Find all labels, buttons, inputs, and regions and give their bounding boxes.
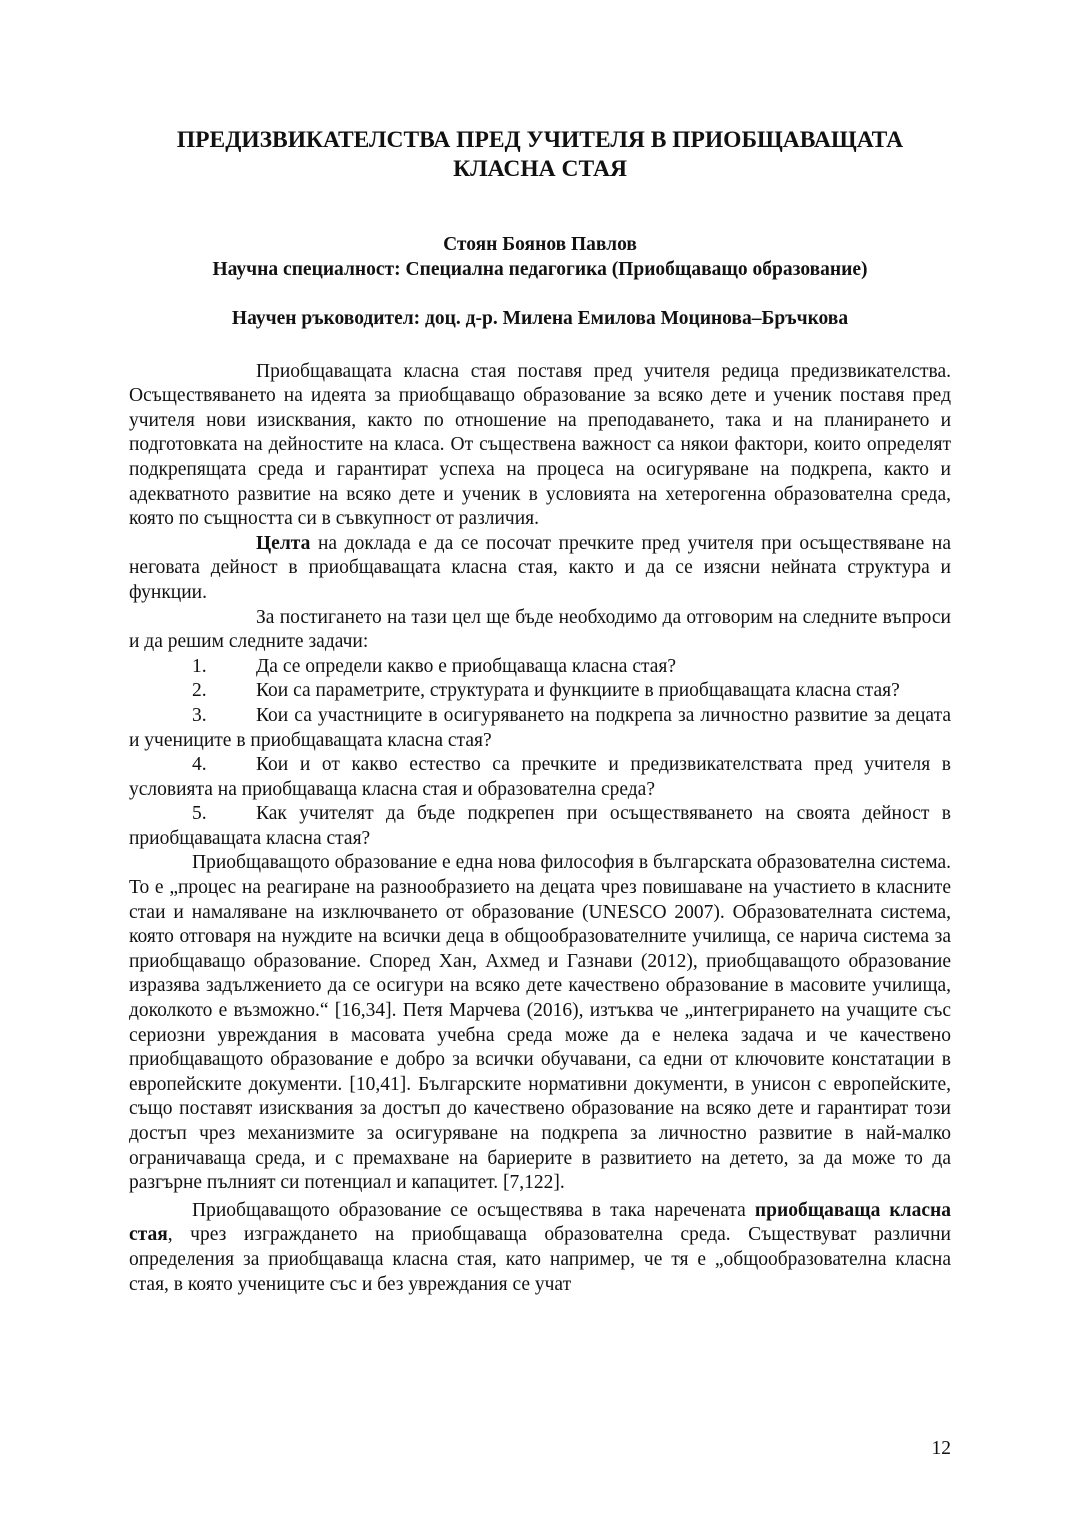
title-line-1: ПРЕДИЗВИКАТЕЛСТВА ПРЕД УЧИТЕЛЯ В ПРИОБЩАВАЩАТА (176, 127, 904, 153)
author-specialty: Научна специалност: Специална педагогика (Приобщаващо образование) (212, 259, 868, 280)
paragraph-goal (129, 532, 951, 606)
list-item-text: Кои и от какво естество са пречките и предизвикателствата пред учителя в условията на приобщаваща класна стая и образователна среда? (129, 754, 951, 800)
paragraph-inclusive-education: Приобщаващото образование е една нова философия в българската образователна система. То е „процес на реагиране на разнообразието на децата чрез повишаване на участието в класните стаи и намаляване на изключването от образование (UNESCO 2007). Образователната система, която отговаря на нуждите на всички деца в общообразователните училища, се нарича система за приобщаващо образование. Според Хан, Ахмед и Газнави (2012), приобщаващото образование изразява задължението да се осигури на всяко дете качествено образование в масовите училища, доколкото е възможно.“ [16,34]. Петя Марчева (2016), изтъква че „интегрирането на учащите със сериозни увреждания в масовата учебна среда може да е нелека задача и че качествено приобщаващото образование е добро за всички обучавани, са едни от ключовите констатации в европейските документи. [10,41]. Българските нормативни документи, в унисон с европейските, също поставят изисквания за достъп до качествено образование на всяко дете и гарантират този достъп чрез механизмите за осигуряване на подкрепа за личностно развитие в най-малко ограничаваща среда, и с премахване на бариерите в развитието на детето, за да може то да разгърне пълният си потенциал и капацитет. [7,122]. (129, 852, 951, 1194)
list-item-text: Как учителят да бъде подкрепен при осъществяването на своята дейност в приобщаващата класна стая? (129, 803, 951, 849)
page-content (129, 126, 951, 1297)
list-item (129, 679, 951, 704)
classroom-text-end: , чрез изграждането на приобщаваща образователна среда. Съществуват различни определения за приобщаваща класна стая, като например, че тя е „общообразователна класна стая, в която учениците със и без увреждания се учат (129, 1224, 951, 1295)
list-item-text: Кои са параметрите, структурата и функциите в приобщаващата класна стая? (256, 680, 900, 702)
list-item (129, 704, 951, 753)
paragraph-intro: Приобщаващата класна стая поставя пред учителя редица предизвикателства. Осъществяването на идеята за приобщаващо образование за всяко дете и ученик поставя пред учителя нови изисквания, както по отношение на преподаването, така и на планирането и подготовката на дейностите на класа. От съществена важност са някои фактори, които определят подкрепящата среда и гарантират успеха на процеса на осигуряване на подкрепа, както и адекватното развитие на всяко дете и ученик в условията на хетерогенна образователна среда, която по същността си в съвкупност от различия. (129, 360, 951, 530)
list-item-number: 4. (192, 754, 207, 776)
paragraph-tasks-intro: За постигането на тази цел ще бъде необходимо да отговорим на следните въпроси и да решим следните задачи: (129, 606, 951, 653)
goal-bold-term: Целта (256, 532, 311, 554)
list-item-number: 5. (192, 803, 207, 825)
list-item (129, 802, 951, 851)
classroom-text-start: Приобщаващото образование се осъществява в така наречената (192, 1199, 755, 1221)
page-number: 12 (931, 1438, 951, 1459)
paper-title (129, 126, 951, 184)
paper-body (129, 360, 951, 1298)
goal-text: на доклада е да се посочат пречките пред учителя при осъществяване на неговата дейност в приобщаващата класна стая, както и да се изясни нейната структура и функции. (129, 532, 951, 603)
list-item-text: Кои са участниците в осигуряването на подкрепа за личностно развитие за децата и учениците в приобщаващата класна стая? (129, 704, 951, 751)
task-list (129, 655, 951, 852)
list-item (129, 753, 951, 802)
list-item-number: 3. (192, 704, 207, 726)
list-item-number: 2. (192, 680, 207, 702)
title-line-2: КЛАСНА СТАЯ (453, 156, 627, 182)
list-item (129, 655, 951, 680)
author-block (129, 232, 951, 282)
paragraph-inclusive-classroom (129, 1199, 951, 1297)
list-item-number: 1. (192, 655, 207, 677)
author-name: Стоян Боянов Павлов (443, 234, 637, 255)
classroom-bold-term: приобщаваща класна стая (129, 1199, 952, 1246)
supervisor-line: Научен ръководител: доц. д-р. Милена Емилова Моцинова–Бръчкова (231, 308, 849, 329)
list-item-text: Да се определи какво е приобщаваща класна стая? (256, 655, 677, 677)
